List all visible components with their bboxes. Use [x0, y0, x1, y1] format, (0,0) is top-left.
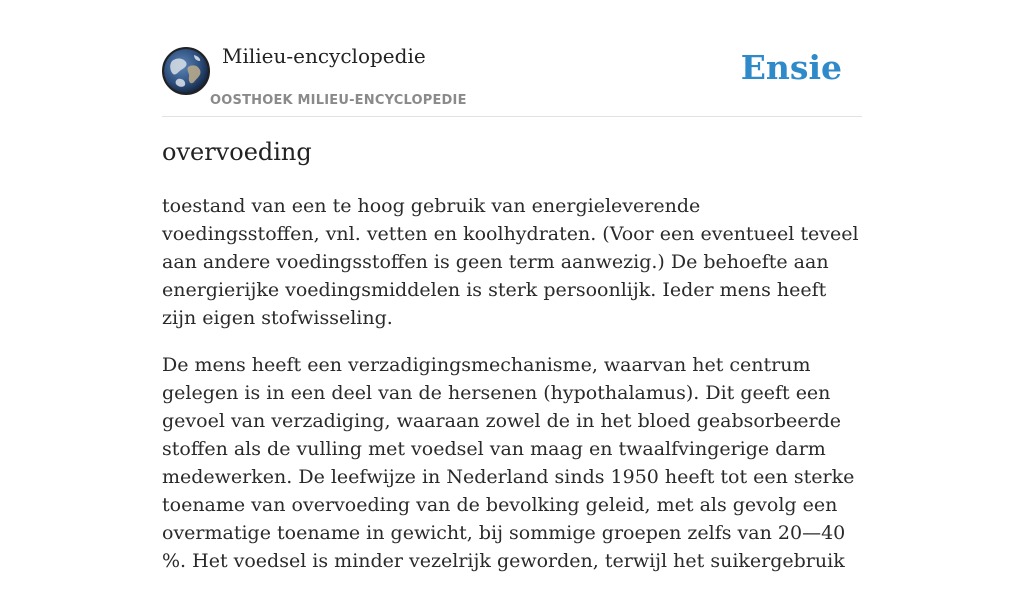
page: [162, 0, 862, 572]
entry-title: overvoeding: [162, 138, 312, 166]
source-avatar[interactable]: [162, 47, 210, 95]
source-subtitle[interactable]: OOSTHOEK MILIEU-ENCYCLOPEDIE: [210, 93, 467, 108]
entry-body: [162, 192, 862, 594]
body-paragraph: De mens heeft een verzadigingsmechanisme, waarvan het centrum gelegen is in een deel van de hersenen (hypothalamus). Dit geeft een gevoel van verzadiging, waaraan zowel de in het bloed geabsorbeerde stoffen als de vulling met voedsel van maag en twaalfvingerige darm medewerken. De leefwijze in Nederland sinds 1950 heeft tot een sterke toename van overvoeding van de bevolking geleid, met als gevolg een overmatige toename in gewicht, bij sommige groepen zelfs van 20—40 %. Het voedsel is minder vezelrijk geworden, terwijl het suikergebruik: [162, 354, 855, 572]
entry-header: [162, 0, 862, 117]
body-paragraph: toestand van een te hoog gebruik van energieleverende voedingsstoffen, vnl. vetten en koolhydraten. (Voor een eventueel teveel aan andere voedingsstoffen is geen term aanwezig.) De behoefte aan energierijke voedingsmiddelen is sterk persoonlijk. Ieder mens heeft zijn eigen stofwisseling.: [162, 195, 859, 329]
source-title[interactable]: Milieu-encyclopedie: [222, 44, 426, 68]
ensie-logo-link[interactable]: Ensie: [740, 48, 842, 87]
earth-globe-icon: [164, 49, 208, 93]
